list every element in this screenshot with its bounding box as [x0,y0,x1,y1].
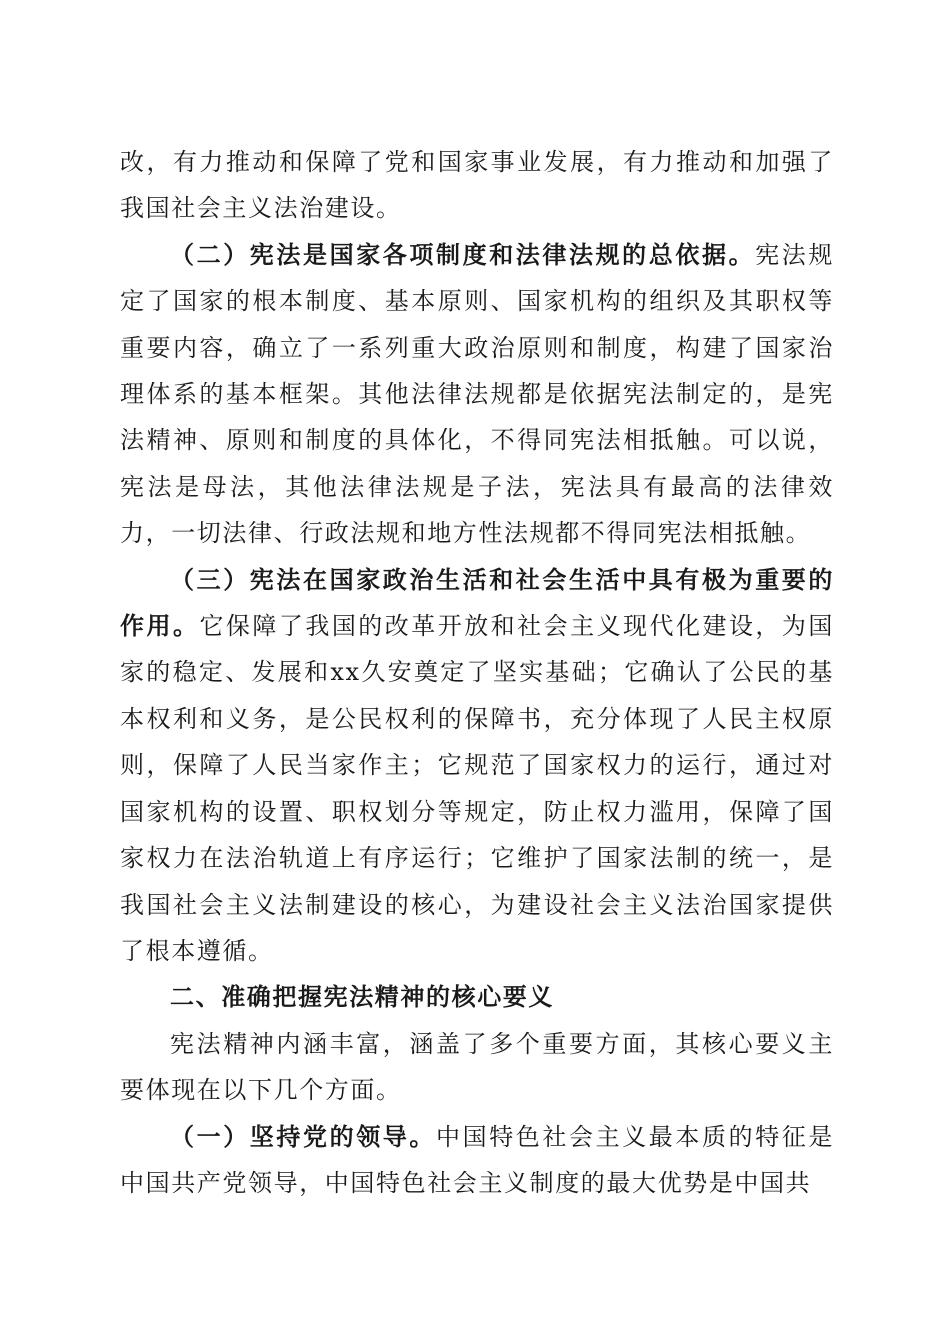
paragraph-section-3 [120,557,834,975]
paragraph-lead: （二）宪法是国家各项制度和法律法规的总依据。 [170,239,756,269]
paragraph-lead: （一）坚持党的领导。 [170,1121,436,1151]
document-body [120,139,834,1206]
paragraph-text: 宪法规定了国家的根本制度、基本原则、国家机构的组织及其职权等重要内容，确立了一系列重大政治原则和制度，构建了国家治理体系的基本框架。其他法律法规都是依据宪法制定的，是宪法精神、原则和制度的具体化，不得同宪法相抵触。可以说，宪法是母法，其他法律法规是子法，宪法具有最高的法律效力，一切法律、行政法规和地方性法规都不得同宪法相抵触。 [120,240,834,548]
paragraph-continuation [120,139,834,232]
paragraph-text: 改，有力推动和保障了党和国家事业发展，有力推动和加强了我国社会主义法治建设。 [120,148,834,223]
paragraph-text: 它保障了我国的改革开放和社会主义现代化建设，为国家的稳定、发展和xx久安奠定了坚实基础；它确认了公民的基本权利和义务，是公民权利的保障书，充分体现了人民主权原则，保障了人民当家作主；它规范了国家权力的运行，通过对国家机构的设置、职权划分等规定，防止权力滥用，保障了国家权力在法治轨道上有序运行；它维护了国家法制的统一，是我国社会主义法制建设的核心，为建设社会主义法治国家提供了根本遵循。 [120,612,834,965]
section-heading: 二、准确把握宪法精神的核心要义 [170,983,554,1012]
paragraph-final [120,1114,834,1207]
paragraph-text: 中国特色社会主义最本质的特征是中国共产党领导，中国特色社会主义制度的最大优势是中国共 [120,1122,834,1197]
paragraph-intro: 宪法精神内涵丰富，涵盖了多个重要方面，其核心要义主要体现在以下几个方面。 [120,1029,834,1105]
paragraph-section-2 [120,232,834,557]
paragraph-lead: （三）宪法在国家政治生活和社会生活中具有极为重要的作用。 [120,564,834,641]
